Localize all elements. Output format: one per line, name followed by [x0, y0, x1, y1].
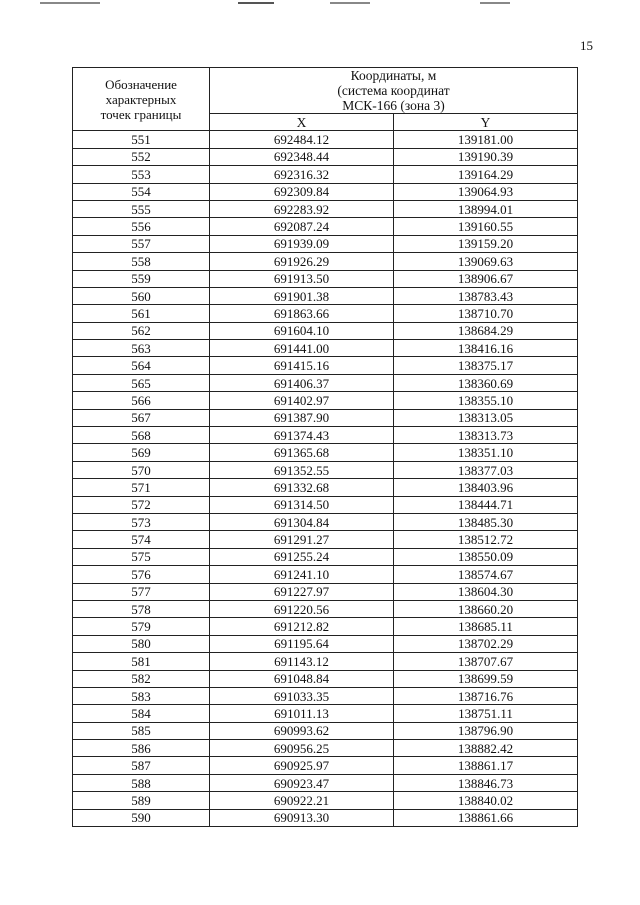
header-point-line: характерных: [105, 91, 177, 107]
cell-y: 138707.67: [394, 653, 578, 670]
table-row: [73, 461, 578, 478]
cell-x: 691255.24: [210, 548, 394, 565]
table-row: [73, 322, 578, 339]
cell-y: 138377.03: [394, 461, 578, 478]
header-point-line: точек границы: [100, 106, 182, 122]
header-coords-line: МСК-166 (зона 3): [342, 98, 445, 113]
table-row: [73, 374, 578, 391]
table-row: [73, 270, 578, 287]
table-row: [73, 513, 578, 530]
cell-y: 138660.20: [394, 600, 578, 617]
page-number: 15: [580, 38, 593, 53]
table-row: [73, 340, 578, 357]
cell-x: 691604.10: [210, 322, 394, 339]
table-header: [73, 68, 578, 131]
header-x: X: [210, 114, 394, 131]
cell-y: 138906.67: [394, 270, 578, 287]
scan-artifact-line: [330, 2, 370, 4]
cell-y: 139181.00: [394, 131, 578, 148]
cell-y: 138710.70: [394, 305, 578, 322]
table-row: [73, 305, 578, 322]
cell-y: 138375.17: [394, 357, 578, 374]
table-row: [73, 392, 578, 409]
cell-x: 691220.56: [210, 600, 394, 617]
cell-point: 582: [73, 670, 210, 687]
table-row: [73, 635, 578, 652]
cell-y: 138861.66: [394, 809, 578, 826]
header-coordinates: [210, 68, 578, 114]
table-row: [73, 253, 578, 270]
cell-y: 138351.10: [394, 444, 578, 461]
table-row: [73, 618, 578, 635]
cell-y: 138751.11: [394, 705, 578, 722]
cell-y: 138702.29: [394, 635, 578, 652]
cell-point: 570: [73, 461, 210, 478]
cell-x: 691241.10: [210, 566, 394, 583]
cell-y: 138796.90: [394, 722, 578, 739]
cell-y: 138512.72: [394, 531, 578, 548]
cell-point: 589: [73, 792, 210, 809]
cell-x: 691314.50: [210, 496, 394, 513]
cell-x: 692484.12: [210, 131, 394, 148]
cell-y: 138716.76: [394, 687, 578, 704]
cell-x: 691332.68: [210, 479, 394, 496]
cell-point: 561: [73, 305, 210, 322]
table-row: [73, 496, 578, 513]
table-row: [73, 740, 578, 757]
cell-y: 139159.20: [394, 235, 578, 252]
cell-y: 138444.71: [394, 496, 578, 513]
table-row: [73, 287, 578, 304]
table-row: [73, 148, 578, 165]
table-row: [73, 600, 578, 617]
cell-x: 691033.35: [210, 687, 394, 704]
scan-artifact-line: [40, 2, 100, 4]
cell-point: 576: [73, 566, 210, 583]
cell-point: 574: [73, 531, 210, 548]
cell-point: 552: [73, 148, 210, 165]
table-row: [73, 200, 578, 217]
cell-x: 691195.64: [210, 635, 394, 652]
cell-x: 691926.29: [210, 253, 394, 270]
cell-point: 575: [73, 548, 210, 565]
cell-point: 579: [73, 618, 210, 635]
cell-point: 565: [73, 374, 210, 391]
table-row: [73, 809, 578, 826]
cell-x: 691143.12: [210, 653, 394, 670]
cell-point: 578: [73, 600, 210, 617]
cell-y: 138994.01: [394, 200, 578, 217]
cell-y: 139190.39: [394, 148, 578, 165]
cell-point: 572: [73, 496, 210, 513]
cell-point: 581: [73, 653, 210, 670]
header-point-line: Обозначение: [105, 76, 177, 92]
cell-point: 587: [73, 757, 210, 774]
scan-artifact-line: [480, 2, 510, 4]
table-row: [73, 548, 578, 565]
table-row: [73, 566, 578, 583]
table-row: [73, 583, 578, 600]
cell-x: 690956.25: [210, 740, 394, 757]
cell-y: 138840.02: [394, 792, 578, 809]
table-row: [73, 427, 578, 444]
cell-x: 690925.97: [210, 757, 394, 774]
cell-x: 691441.00: [210, 340, 394, 357]
cell-point: 557: [73, 235, 210, 252]
cell-y: 138416.16: [394, 340, 578, 357]
cell-x: 691402.97: [210, 392, 394, 409]
cell-y: 138355.10: [394, 392, 578, 409]
table-row: [73, 183, 578, 200]
scan-artifact-line: [238, 2, 274, 4]
cell-y: 139164.29: [394, 166, 578, 183]
cell-y: 138403.96: [394, 479, 578, 496]
cell-point: 568: [73, 427, 210, 444]
table-row: [73, 479, 578, 496]
table-row: [73, 670, 578, 687]
cell-y: 138882.42: [394, 740, 578, 757]
cell-x: 691374.43: [210, 427, 394, 444]
table-row: [73, 131, 578, 148]
cell-point: 558: [73, 253, 210, 270]
table-row: [73, 166, 578, 183]
scan-artifact-top: [0, 0, 640, 10]
cell-y: 138313.05: [394, 409, 578, 426]
cell-x: 691365.68: [210, 444, 394, 461]
cell-point: 586: [73, 740, 210, 757]
cell-point: 559: [73, 270, 210, 287]
cell-y: 138685.11: [394, 618, 578, 635]
cell-x: 691291.27: [210, 531, 394, 548]
cell-point: 584: [73, 705, 210, 722]
table-row: [73, 653, 578, 670]
table-row: [73, 357, 578, 374]
cell-y: 138684.29: [394, 322, 578, 339]
cell-x: 691048.84: [210, 670, 394, 687]
table-row: [73, 687, 578, 704]
cell-x: 691227.97: [210, 583, 394, 600]
cell-x: 691913.50: [210, 270, 394, 287]
cell-point: 588: [73, 774, 210, 791]
cell-y: 138550.09: [394, 548, 578, 565]
cell-point: 564: [73, 357, 210, 374]
cell-x: 692348.44: [210, 148, 394, 165]
cell-x: 690923.47: [210, 774, 394, 791]
cell-x: 691939.09: [210, 235, 394, 252]
cell-x: 691304.84: [210, 513, 394, 530]
table-row: [73, 531, 578, 548]
cell-x: 692283.92: [210, 200, 394, 217]
cell-point: 566: [73, 392, 210, 409]
cell-y: 138846.73: [394, 774, 578, 791]
cell-x: 692309.84: [210, 183, 394, 200]
cell-y: 139064.93: [394, 183, 578, 200]
header-y: Y: [394, 114, 578, 131]
coordinates-table: [72, 67, 578, 827]
cell-x: 692316.32: [210, 166, 394, 183]
cell-y: 138604.30: [394, 583, 578, 600]
table-row: [73, 218, 578, 235]
cell-y: 138485.30: [394, 513, 578, 530]
cell-point: 590: [73, 809, 210, 826]
table-row: [73, 444, 578, 461]
table-row: [73, 235, 578, 252]
cell-x: 691406.37: [210, 374, 394, 391]
cell-x: 691901.38: [210, 287, 394, 304]
cell-point: 560: [73, 287, 210, 304]
table-row: [73, 757, 578, 774]
cell-y: 138313.73: [394, 427, 578, 444]
cell-x: 691212.82: [210, 618, 394, 635]
cell-y: 139160.55: [394, 218, 578, 235]
table-row: [73, 409, 578, 426]
cell-point: 585: [73, 722, 210, 739]
cell-point: 556: [73, 218, 210, 235]
table-body: [73, 131, 578, 827]
cell-point: 569: [73, 444, 210, 461]
cell-x: 690922.21: [210, 792, 394, 809]
cell-x: 691415.16: [210, 357, 394, 374]
cell-point: 580: [73, 635, 210, 652]
table-row: [73, 705, 578, 722]
cell-point: 571: [73, 479, 210, 496]
cell-x: 690993.62: [210, 722, 394, 739]
cell-point: 554: [73, 183, 210, 200]
table-row: [73, 722, 578, 739]
cell-point: 583: [73, 687, 210, 704]
cell-y: 138783.43: [394, 287, 578, 304]
cell-x: 690913.30: [210, 809, 394, 826]
cell-point: 577: [73, 583, 210, 600]
cell-point: 553: [73, 166, 210, 183]
cell-point: 562: [73, 322, 210, 339]
cell-point: 563: [73, 340, 210, 357]
header-coords-line: (система координат: [337, 83, 450, 98]
cell-point: 555: [73, 200, 210, 217]
cell-y: 138699.59: [394, 670, 578, 687]
cell-point: 551: [73, 131, 210, 148]
header-coords-line: Координаты, м: [350, 68, 437, 83]
cell-point: 567: [73, 409, 210, 426]
cell-y: 139069.63: [394, 253, 578, 270]
cell-x: 692087.24: [210, 218, 394, 235]
header-point-designation: [73, 68, 210, 131]
cell-x: 691352.55: [210, 461, 394, 478]
table-row: [73, 774, 578, 791]
cell-y: 138360.69: [394, 374, 578, 391]
table-row: [73, 792, 578, 809]
cell-x: 691387.90: [210, 409, 394, 426]
cell-point: 573: [73, 513, 210, 530]
cell-x: 691863.66: [210, 305, 394, 322]
cell-y: 138861.17: [394, 757, 578, 774]
cell-y: 138574.67: [394, 566, 578, 583]
cell-x: 691011.13: [210, 705, 394, 722]
